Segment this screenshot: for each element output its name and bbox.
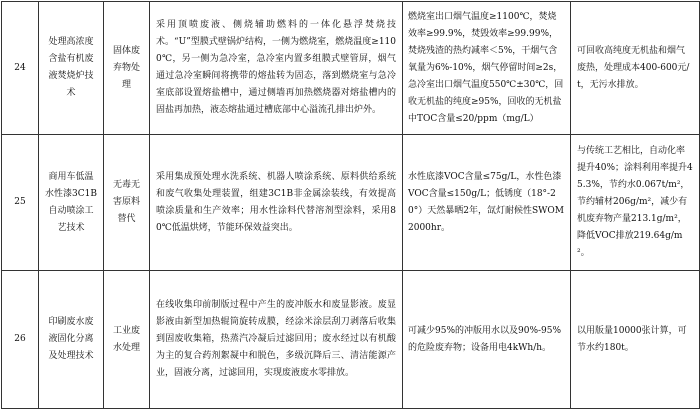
table-row [2, 135, 700, 271]
technology-name: 印刷废水废液固化分离及处理技术 [39, 271, 104, 409]
technology-benefit: 与传统工艺相比，自动化率提升40%；涂料利用率提升45.3%，节约水0.067t/m²，节约辅材206g/m²，减少有机废弃物产量213.1g/m²，降低VOC排放219.64g/m²。 [571, 135, 700, 271]
row-number: 26 [2, 271, 39, 409]
technology-description: 采用集成预处理水洗系统、机器人喷涂系统、原料供给系统和废气收集处理装置，组建3C1B非金属涂装线，有效提高喷涂质量和生产效率；用水性涂料代替溶剂型涂料，采用80℃低温烘烤，节能环保效益突出。 [150, 135, 403, 271]
technology-benefit: 可回收高纯度无机盐和烟气废热，处理成本400-600元/t，无污水排放。 [571, 2, 700, 135]
technology-description: 采用顶喷废液、侧烧辅助燃料的一体化悬浮焚烧技术。“U”型膜式壁锅炉结构，一侧为燃烧室，燃烧温度≥1100℃，另一侧为急冷室，急冷室内置多组膜式壁管屏，烟气通过急冷室瞬间将携带的熔盐转为固态，落到燃烧室与急冷室底部设置熔盐槽中，通过侧墙再加热燃烧器对熔盐槽内的固盐再加热，液态熔盐通过槽底部中心溢流孔排出炉外。 [150, 2, 403, 135]
technology-name: 商用车低温水性漆3C1B自动喷涂工艺技术 [39, 135, 104, 271]
technology-category: 无毒无害原料替代 [104, 135, 150, 271]
table-row [2, 2, 700, 135]
technology-category: 固体废弃物处理 [104, 2, 150, 135]
technology-name: 处理高浓度含盐有机废液焚烧炉技术 [39, 2, 104, 135]
technology-performance: 水性底漆VOC含量≤75g/L，水性色漆VOC含量≤150g/L；低锈度（18°-20°）天然暴晒2年，氙灯耐候性SWOM2000hr。 [403, 135, 571, 271]
table-row [2, 271, 700, 409]
technology-performance: 可减少95%的冲版用水以及90%-95%的危险废弃物；设备用电4kWh/h。 [403, 271, 571, 409]
technology-table [1, 1, 700, 409]
technology-performance: 燃烧室出口烟气温度≥1100℃，焚烧效率≥99.9%，焚毁效率≥99.99%，焚烧残渣的热灼减率＜5%，干烟气含氧量为6%-10%，烟气停留时间≥2s，急冷室出口烟气温度550℃±30℃，回收无机盐的纯度≥95%，回收的无机盐中TOC含量≤20/ppm（mg/L） [403, 2, 571, 135]
row-number: 25 [2, 135, 39, 271]
technology-benefit: 以用版量10000张计算，可节水约180t。 [571, 271, 700, 409]
technology-category: 工业废水处理 [104, 271, 150, 409]
technology-description: 在线收集印前制版过程中产生的废冲版水和废显影液。废显影液由新型加热辊筒旋转成膜，经涂米涂层刮刀剥落后收集到固废收集箱，热蒸汽冷凝后过滤回用；废水经过以有机酸为主的复合药剂絮凝中和脱色，多级沉降后三、清洁能源产业，固液分离，过滤回用，实现废液废水零排放。 [150, 271, 403, 409]
row-number: 24 [2, 2, 39, 135]
